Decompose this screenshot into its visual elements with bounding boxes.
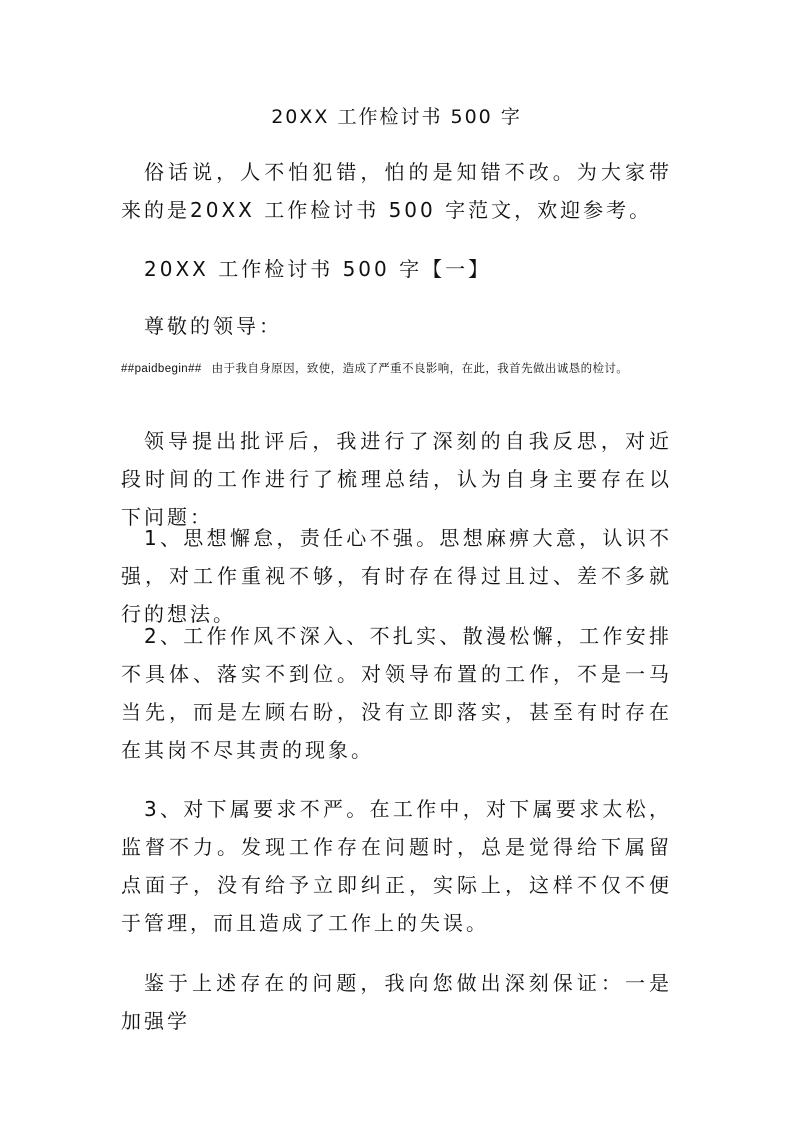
closing-paragraph: 鉴于上述存在的问题，我向您做出深刻保证：一是加强学 [121,971,672,1033]
paid-marker: ##paidbegin## [121,363,202,375]
point-1-paragraph: 1、思想懈怠，责任心不强。思想麻痹大意，认识不强，对工作重视不够，有时存在得过且过、差不多就行的想法。 [121,526,672,626]
salutation: 尊敬的领导： [144,314,282,338]
point-3-paragraph: 3、对下属要求不严。在工作中，对下属要求太松，监督不力。发现工作存在问题时，总是觉得给下属留点面子，没有给予立即纠正，实际上，这样不仅不便于管理，而且造成了工作上的失误。 [121,797,672,935]
point-2-paragraph: 2、工作作风不深入、不扎实、散漫松懈，工作安排不具体、落实不到位。对领导布置的工作，不是一马当先，而是左顾右盼，没有立即落实，甚至有时存在在其岗不尽其责的现象。 [121,624,672,762]
document-title: 20XX 工作检讨书 500 字 [271,106,522,128]
paid-text: 由于我自身原因，致使，造成了严重不良影响，在此，我首先做出诚恳的检讨。 [211,361,629,375]
intro-paragraph: 俗话说，人不怕犯错，怕的是知错不改。为大家带来的是20XX 工作检讨书 500 字范文，欢迎参考。 [121,160,672,222]
section-heading: 20XX 工作检讨书 500 字【一】 [144,257,492,281]
paid-paragraph [121,358,677,379]
reflection-paragraph: 领导提出批评后，我进行了深刻的自我反思，对近段时间的工作进行了梳理总结，认为自身主要存在以下问题： [121,429,672,529]
